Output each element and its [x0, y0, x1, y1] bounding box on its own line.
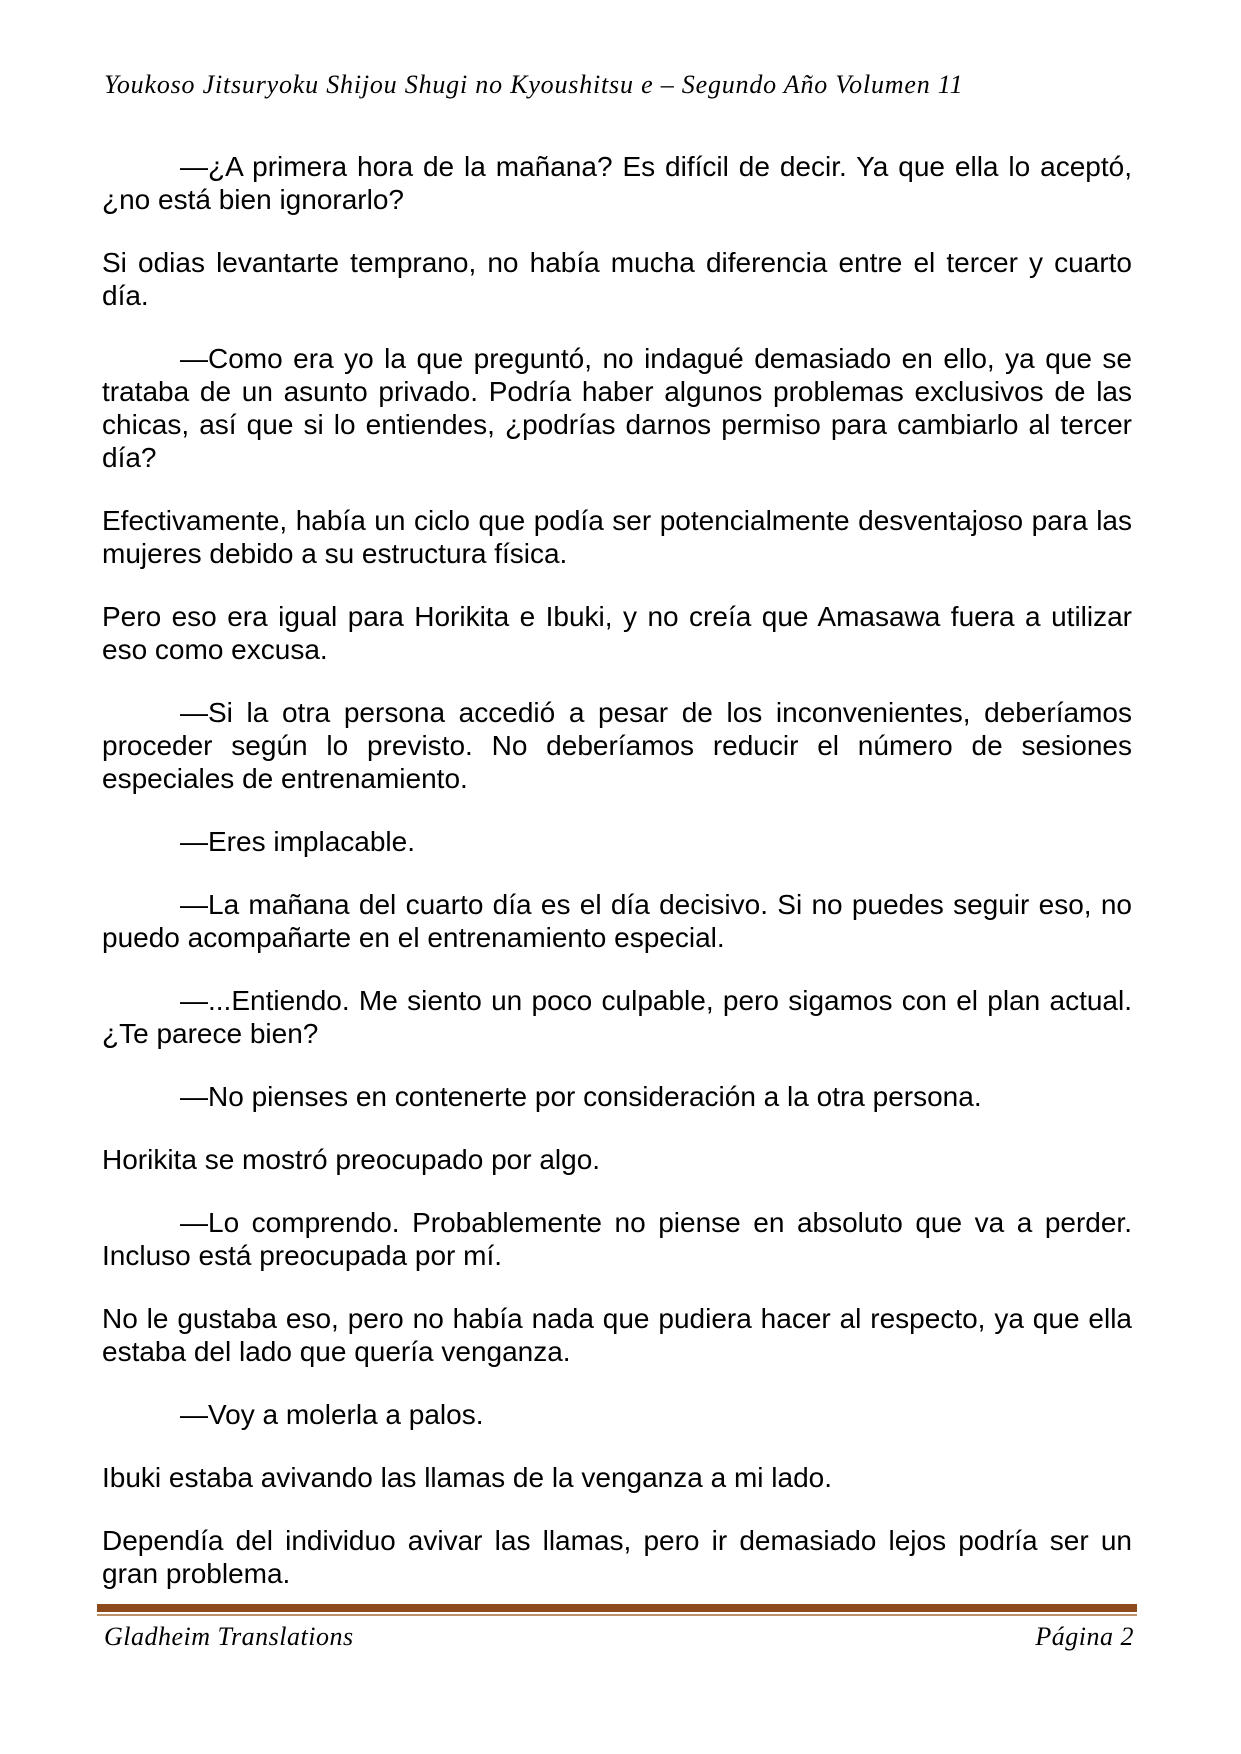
paragraph-narration: Dependía del individuo avivar las llamas, pero ir demasiado lejos podría ser un gran problema.	[102, 1525, 1132, 1589]
paragraph-dialogue: —Lo comprendo. Probablemente no piense en absoluto que va a perder. Incluso está preocupada por mí.	[102, 1207, 1132, 1271]
paragraph-dialogue: —¿A primera hora de la mañana? Es difícil de decir. Ya que ella lo aceptó, ¿no está bien ignorarlo?	[102, 151, 1132, 215]
paragraph-narration: Pero eso era igual para Horikita e Ibuki, y no creía que Amasawa fuera a utilizar eso como excusa.	[102, 601, 1132, 665]
paragraph-narration: Ibuki estaba avivando las llamas de la venganza a mi lado.	[102, 1462, 832, 1493]
footer-rule-thin-line	[97, 1614, 1137, 1616]
page-footer	[104, 1622, 1134, 1652]
paragraph-dialogue: —Si la otra persona accedió a pesar de los inconvenientes, deberíamos proceder según lo previsto. No deberíamos reducir el número de sesiones especiales de entrenamiento.	[102, 697, 1132, 794]
paragraph-dialogue: —...Entiendo. Me siento un poco culpable, pero sigamos con el plan actual. ¿Te parece bien?	[102, 985, 1132, 1049]
paragraph-narration: Si odias levantarte temprano, no había mucha diferencia entre el tercer y cuarto día.	[102, 247, 1132, 311]
paragraph-dialogue: —Eres implacable.	[180, 826, 415, 857]
paragraph-dialogue: —Voy a molerla a palos.	[180, 1399, 484, 1430]
footer-rule-thick-line	[97, 1604, 1137, 1612]
paragraph-dialogue: —Como era yo la que preguntó, no indagué demasiado en ello, ya que se trataba de un asunto privado. Podría haber algunos problemas exclusivos de las chicas, así que si lo entiendes, ¿podrías darnos permiso para cambiarlo al tercer día?	[102, 343, 1132, 473]
paragraph-dialogue: —La mañana del cuarto día es el día decisivo. Si no puedes seguir eso, no puedo acompañarte en el entrenamiento especial.	[102, 889, 1132, 953]
paragraph-narration: Efectivamente, había un ciclo que podía ser potencialmente desventajoso para las mujeres debido a su estructura física.	[102, 505, 1132, 569]
paragraph-narration: No le gustaba eso, pero no había nada que pudiera hacer al respecto, ya que ella estaba del lado que quería venganza.	[102, 1303, 1132, 1367]
document-body	[102, 150, 1132, 1620]
footer-rule	[97, 1604, 1137, 1616]
footer-translator-name: Gladheim Translations	[104, 1622, 354, 1651]
footer-page-number: Página 2	[1035, 1622, 1134, 1651]
page-header-title: Youkoso Jitsuryoku Shijou Shugi no Kyoushitsu e – Segundo Año Volumen 11	[104, 70, 964, 99]
paragraph-narration: Horikita se mostró preocupado por algo.	[102, 1144, 601, 1175]
paragraph-dialogue: —No pienses en contenerte por consideración a la otra persona.	[180, 1081, 982, 1112]
